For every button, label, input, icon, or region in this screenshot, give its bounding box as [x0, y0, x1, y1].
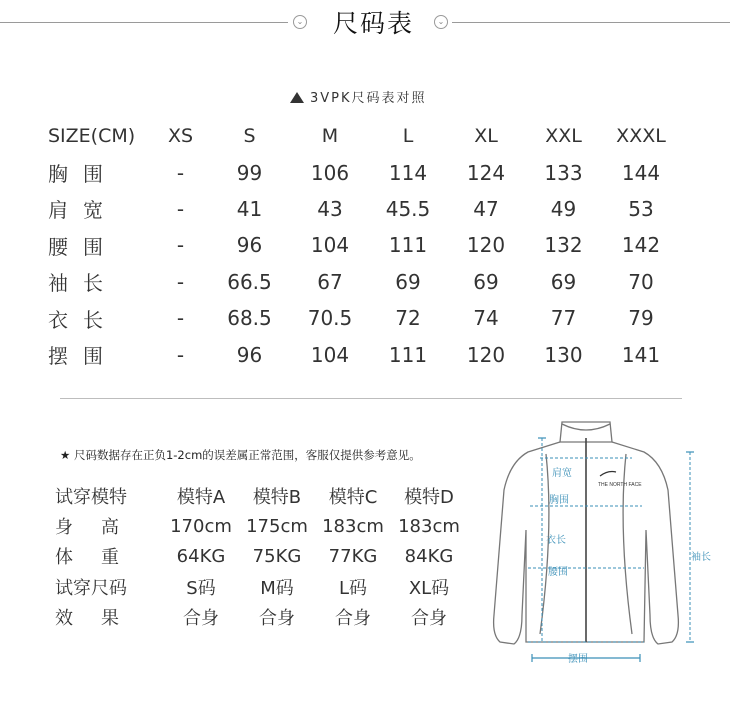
table-cell: 130: [544, 342, 583, 367]
table-cell: 41: [236, 196, 263, 221]
size-column-header: XL: [474, 125, 498, 148]
table-cell: 104: [310, 233, 350, 258]
model-table: [55, 481, 467, 632]
table-row: [48, 264, 680, 300]
size-column-header: XS: [167, 125, 194, 148]
table-cell: 模特B: [252, 487, 302, 509]
row-label: 袖 长: [48, 271, 103, 296]
table-row: [48, 191, 680, 227]
size-column-header: XXL: [545, 125, 582, 148]
table-cell: 47: [473, 196, 499, 221]
table-cell: 合身: [259, 607, 295, 629]
table-cell: 70: [628, 269, 654, 294]
shoulder-width-label: 肩宽: [552, 468, 572, 479]
table-cell: 72: [395, 306, 421, 331]
row-label: 身 高: [55, 517, 119, 539]
sleeve-length-label: 袖长: [691, 552, 711, 563]
table-cell: 74: [473, 306, 499, 331]
size-table-header: [48, 118, 680, 154]
size-column-header: S: [243, 125, 256, 148]
table-cell: 141: [621, 342, 661, 367]
table-cell: 120: [466, 342, 506, 367]
size-table: [48, 118, 680, 373]
table-cell: 111: [388, 342, 428, 367]
table-cell: 66.5: [227, 269, 272, 294]
header-chevron-right-icon: ⌄: [434, 15, 448, 29]
table-cell: 96: [236, 233, 263, 258]
table-cell: 170cm: [170, 515, 232, 537]
table-row: [48, 154, 680, 190]
table-cell: 106: [310, 160, 350, 185]
table-cell: -: [176, 342, 185, 367]
table-cell: 49: [550, 196, 577, 221]
header-chevron-left-icon: ⌄: [293, 15, 307, 29]
size-column-header: SIZE(CM): [48, 125, 136, 148]
table-cell: 64KG: [176, 545, 226, 567]
size-column-header: M: [321, 125, 339, 148]
table-cell: 183cm: [398, 515, 460, 537]
table-cell: -: [176, 160, 185, 185]
table-cell: -: [176, 233, 185, 258]
chest-label: 胸围: [549, 495, 569, 506]
table-cell: 144: [621, 160, 661, 185]
subtitle-text: 3VPK尺码表对照: [310, 91, 427, 106]
table-cell: 79: [628, 306, 654, 331]
table-cell: 111: [388, 233, 428, 258]
table-cell: 68.5: [227, 306, 272, 331]
table-cell: 175cm: [246, 515, 308, 537]
table-cell: 模特A: [176, 487, 226, 509]
table-cell: -: [176, 306, 185, 331]
table-cell: 75KG: [252, 545, 302, 567]
table-cell: 45.5: [385, 196, 431, 221]
table-cell: 114: [388, 160, 428, 185]
table-cell: 模特C: [328, 487, 378, 509]
table-cell: 67: [317, 269, 343, 294]
table-cell: 96: [236, 342, 263, 367]
section-divider: [60, 398, 682, 399]
table-cell: 合身: [335, 607, 371, 629]
waist-label: 腰围: [548, 567, 568, 578]
table-cell: -: [176, 196, 185, 221]
table-cell: M码: [260, 577, 294, 599]
table-cell: 142: [621, 233, 661, 258]
row-label: 肩 宽: [48, 198, 103, 223]
header-rule-left: [0, 22, 288, 23]
table-row: [55, 481, 467, 511]
jacket-outline-icon: [494, 422, 679, 644]
row-label: 体 重: [55, 547, 119, 569]
table-cell: S码: [186, 577, 216, 599]
table-cell: 53: [628, 196, 654, 221]
table-cell: 183cm: [322, 515, 384, 537]
brand-logo: [598, 472, 642, 489]
table-row: [48, 336, 680, 372]
jacket-measurement-diagram: [480, 410, 720, 670]
table-cell: 合身: [411, 607, 447, 629]
hem-label: 摆围: [568, 654, 588, 665]
table-cell: 合身: [183, 607, 219, 629]
table-cell: 77: [550, 306, 577, 331]
size-chart-subtitle: [290, 87, 427, 106]
table-cell: 69: [395, 269, 421, 294]
row-label: 效 果: [55, 607, 119, 629]
disclaimer-note: ★ 尺码数据存在正负1-2cm的误差属正常范围，客服仅提供参考意见。: [60, 448, 421, 462]
row-label: 衣 长: [48, 307, 103, 332]
table-cell: 104: [310, 342, 350, 367]
row-label: 试穿模特: [55, 487, 127, 509]
table-row: [48, 300, 680, 336]
table-row: [55, 541, 467, 571]
header-rule-right: [452, 22, 730, 23]
table-row: [55, 602, 467, 632]
table-cell: 69: [550, 269, 577, 294]
row-label: 胸 围: [48, 162, 103, 187]
table-cell: 69: [473, 269, 499, 294]
table-cell: 43: [317, 196, 343, 221]
table-cell: 133: [544, 160, 583, 185]
table-cell: -: [176, 269, 185, 294]
table-cell: 124: [466, 160, 506, 185]
table-cell: XL码: [408, 577, 450, 599]
table-row: [55, 511, 467, 541]
row-label: 腰 围: [48, 234, 103, 259]
table-cell: 99: [236, 160, 263, 185]
table-cell: 70.5: [307, 306, 353, 331]
table-row: [55, 572, 467, 602]
size-column-header: L: [402, 125, 414, 148]
table-cell: 84KG: [404, 545, 454, 567]
table-cell: 77KG: [328, 545, 378, 567]
mountain-icon: [290, 92, 304, 103]
row-label: 摆 围: [48, 344, 103, 369]
svg-text:THE NORTH FACE: THE NORTH FACE: [598, 482, 642, 488]
row-label: 试穿尺码: [55, 577, 127, 599]
table-cell: 120: [466, 233, 506, 258]
body-length-label: 衣长: [546, 535, 566, 546]
table-cell: 132: [544, 233, 583, 258]
table-cell: 模特D: [404, 487, 454, 509]
page-title: 尺码表: [333, 9, 415, 38]
table-cell: L码: [338, 577, 368, 599]
size-column-header: XXXL: [616, 125, 666, 148]
table-row: [48, 227, 680, 263]
